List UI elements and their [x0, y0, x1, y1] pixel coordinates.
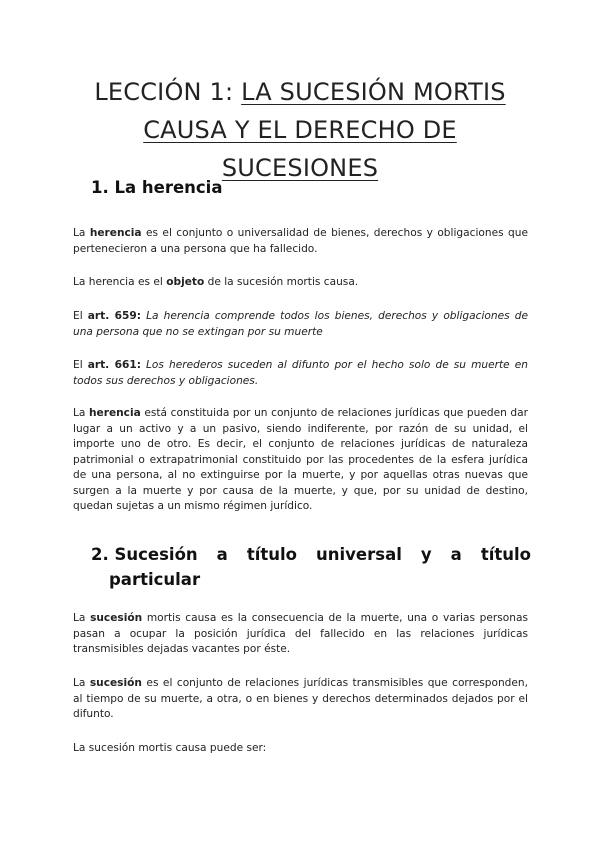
paragraph-sucesion-conjunto: La sucesión es el conjunto de relaciones jurídicas transmisibles que corresponden, al tiempo de su muerte, a otra, o en bienes y derechos determinados dejados por el difunto. [73, 677, 529, 720]
paragraph-herencia-objeto: La herencia es el objeto de la sucesión mortis causa. [73, 276, 359, 288]
title-line-1: LA SUCESIÓN MORTIS [241, 78, 506, 106]
section-2-heading: 2. Sucesión a título universal y a título particular [91, 545, 531, 589]
paragraph-sucesion-tipos: La sucesión mortis causa puede ser: [73, 742, 267, 754]
title-line-2: CAUSA Y EL DERECHO DE [143, 116, 457, 144]
section-1-heading: 1. La herencia [91, 178, 223, 197]
paragraph-sucesion-definition: La sucesión mortis causa es la consecuencia de la muerte, una o varias personas pasan a ocupar la posición jurídica del fallecido en las relaciones jurídicas transmisibles dejadas vacantes por éste. [73, 612, 529, 655]
paragraph-art-661: El art. 661: Los herederos suceden al difunto por el hecho solo de su muerte en todos sus derechos y obligaciones. [73, 359, 528, 387]
paragraph-herencia-definition: La herencia es el conjunto o universalidad de bienes, derechos y obligaciones que pertenecieron a una persona que ha fallecido. [73, 227, 528, 255]
paragraph-art-659: El art. 659: La herencia comprende todos los bienes, derechos y obligaciones de una persona que no se extingan por su muerte [73, 310, 528, 338]
title-prefix: LECCIÓN 1: [94, 78, 242, 106]
title-line-3: SUCESIONES [221, 154, 379, 182]
paragraph-herencia-constitucion: La herencia está constituida por un conjunto de relaciones jurídicas que pueden dar lugar a un activo y a un pasivo, siendo indiferente, por razón de su unidad, el importe uno de otro. Es decir, el conjunto de relaciones jurídicas de naturaleza patrimonial o extrapatrimonial constituido por las procedentes de la esfera jurídica de una persona, al no extinguirse por la muerte, y por aquellas otras nuevas que surgen a la muerte y por causa de la muerte, y que, por su unidad de destino, quedan sujetas a un mismo régimen jurídico. [73, 407, 528, 512]
page-title [0, 0, 600, 187]
